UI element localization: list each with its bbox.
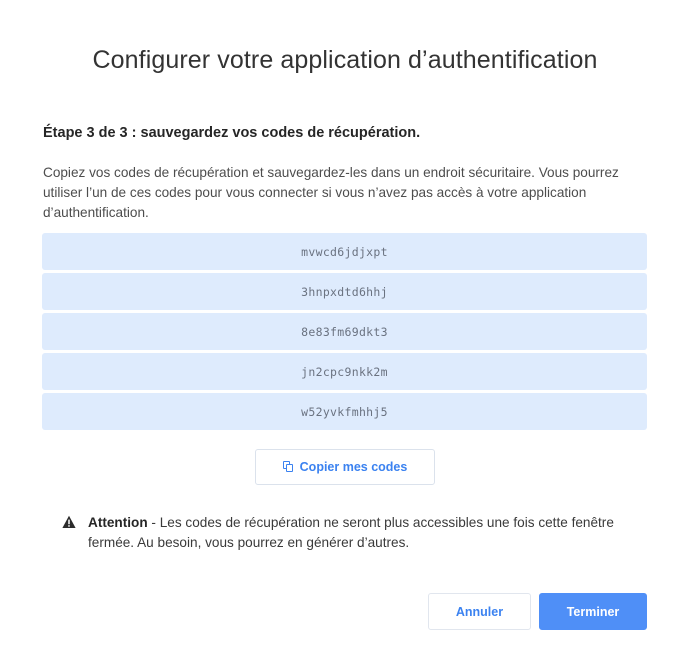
copy-codes-label: Copier mes codes <box>299 460 408 474</box>
copy-icon <box>283 461 294 473</box>
warning-notice <box>62 513 622 553</box>
step-description: Copiez vos codes de récupération et sauvegardez-les dans un endroit sécuritaire. Vous pourrez utiliser l’un de ces codes pour vous connecter si vous n’avez pas accès à votre application d’authentification. <box>43 165 619 220</box>
recovery-codes-list <box>42 233 647 433</box>
recovery-code: w52yvkfmhhj5 <box>42 393 647 430</box>
dialog-title: Configurer votre application d’authentification <box>92 46 598 74</box>
recovery-code: 8e83fm69dkt3 <box>42 313 647 350</box>
warning-message: - Les codes de récupération ne seront plus accessibles une fois cette fenêtre fermée. Au besoin, vous pourrez en générer d’autres. <box>88 515 614 550</box>
warning-triangle-icon <box>62 515 76 529</box>
cancel-button[interactable]: Annuler <box>428 593 531 630</box>
recovery-code: mvwcd6jdjxpt <box>42 233 647 270</box>
copy-codes-button[interactable] <box>255 449 435 485</box>
recovery-code: jn2cpc9nkk2m <box>42 353 647 390</box>
warning-label: Attention <box>88 515 148 530</box>
warning-text <box>88 513 622 553</box>
recovery-code: 3hnpxdtd6hhj <box>42 273 647 310</box>
finish-button[interactable]: Terminer <box>539 593 647 630</box>
step-title: Étape 3 de 3 : sauvegardez vos codes de récupération. <box>43 125 421 141</box>
